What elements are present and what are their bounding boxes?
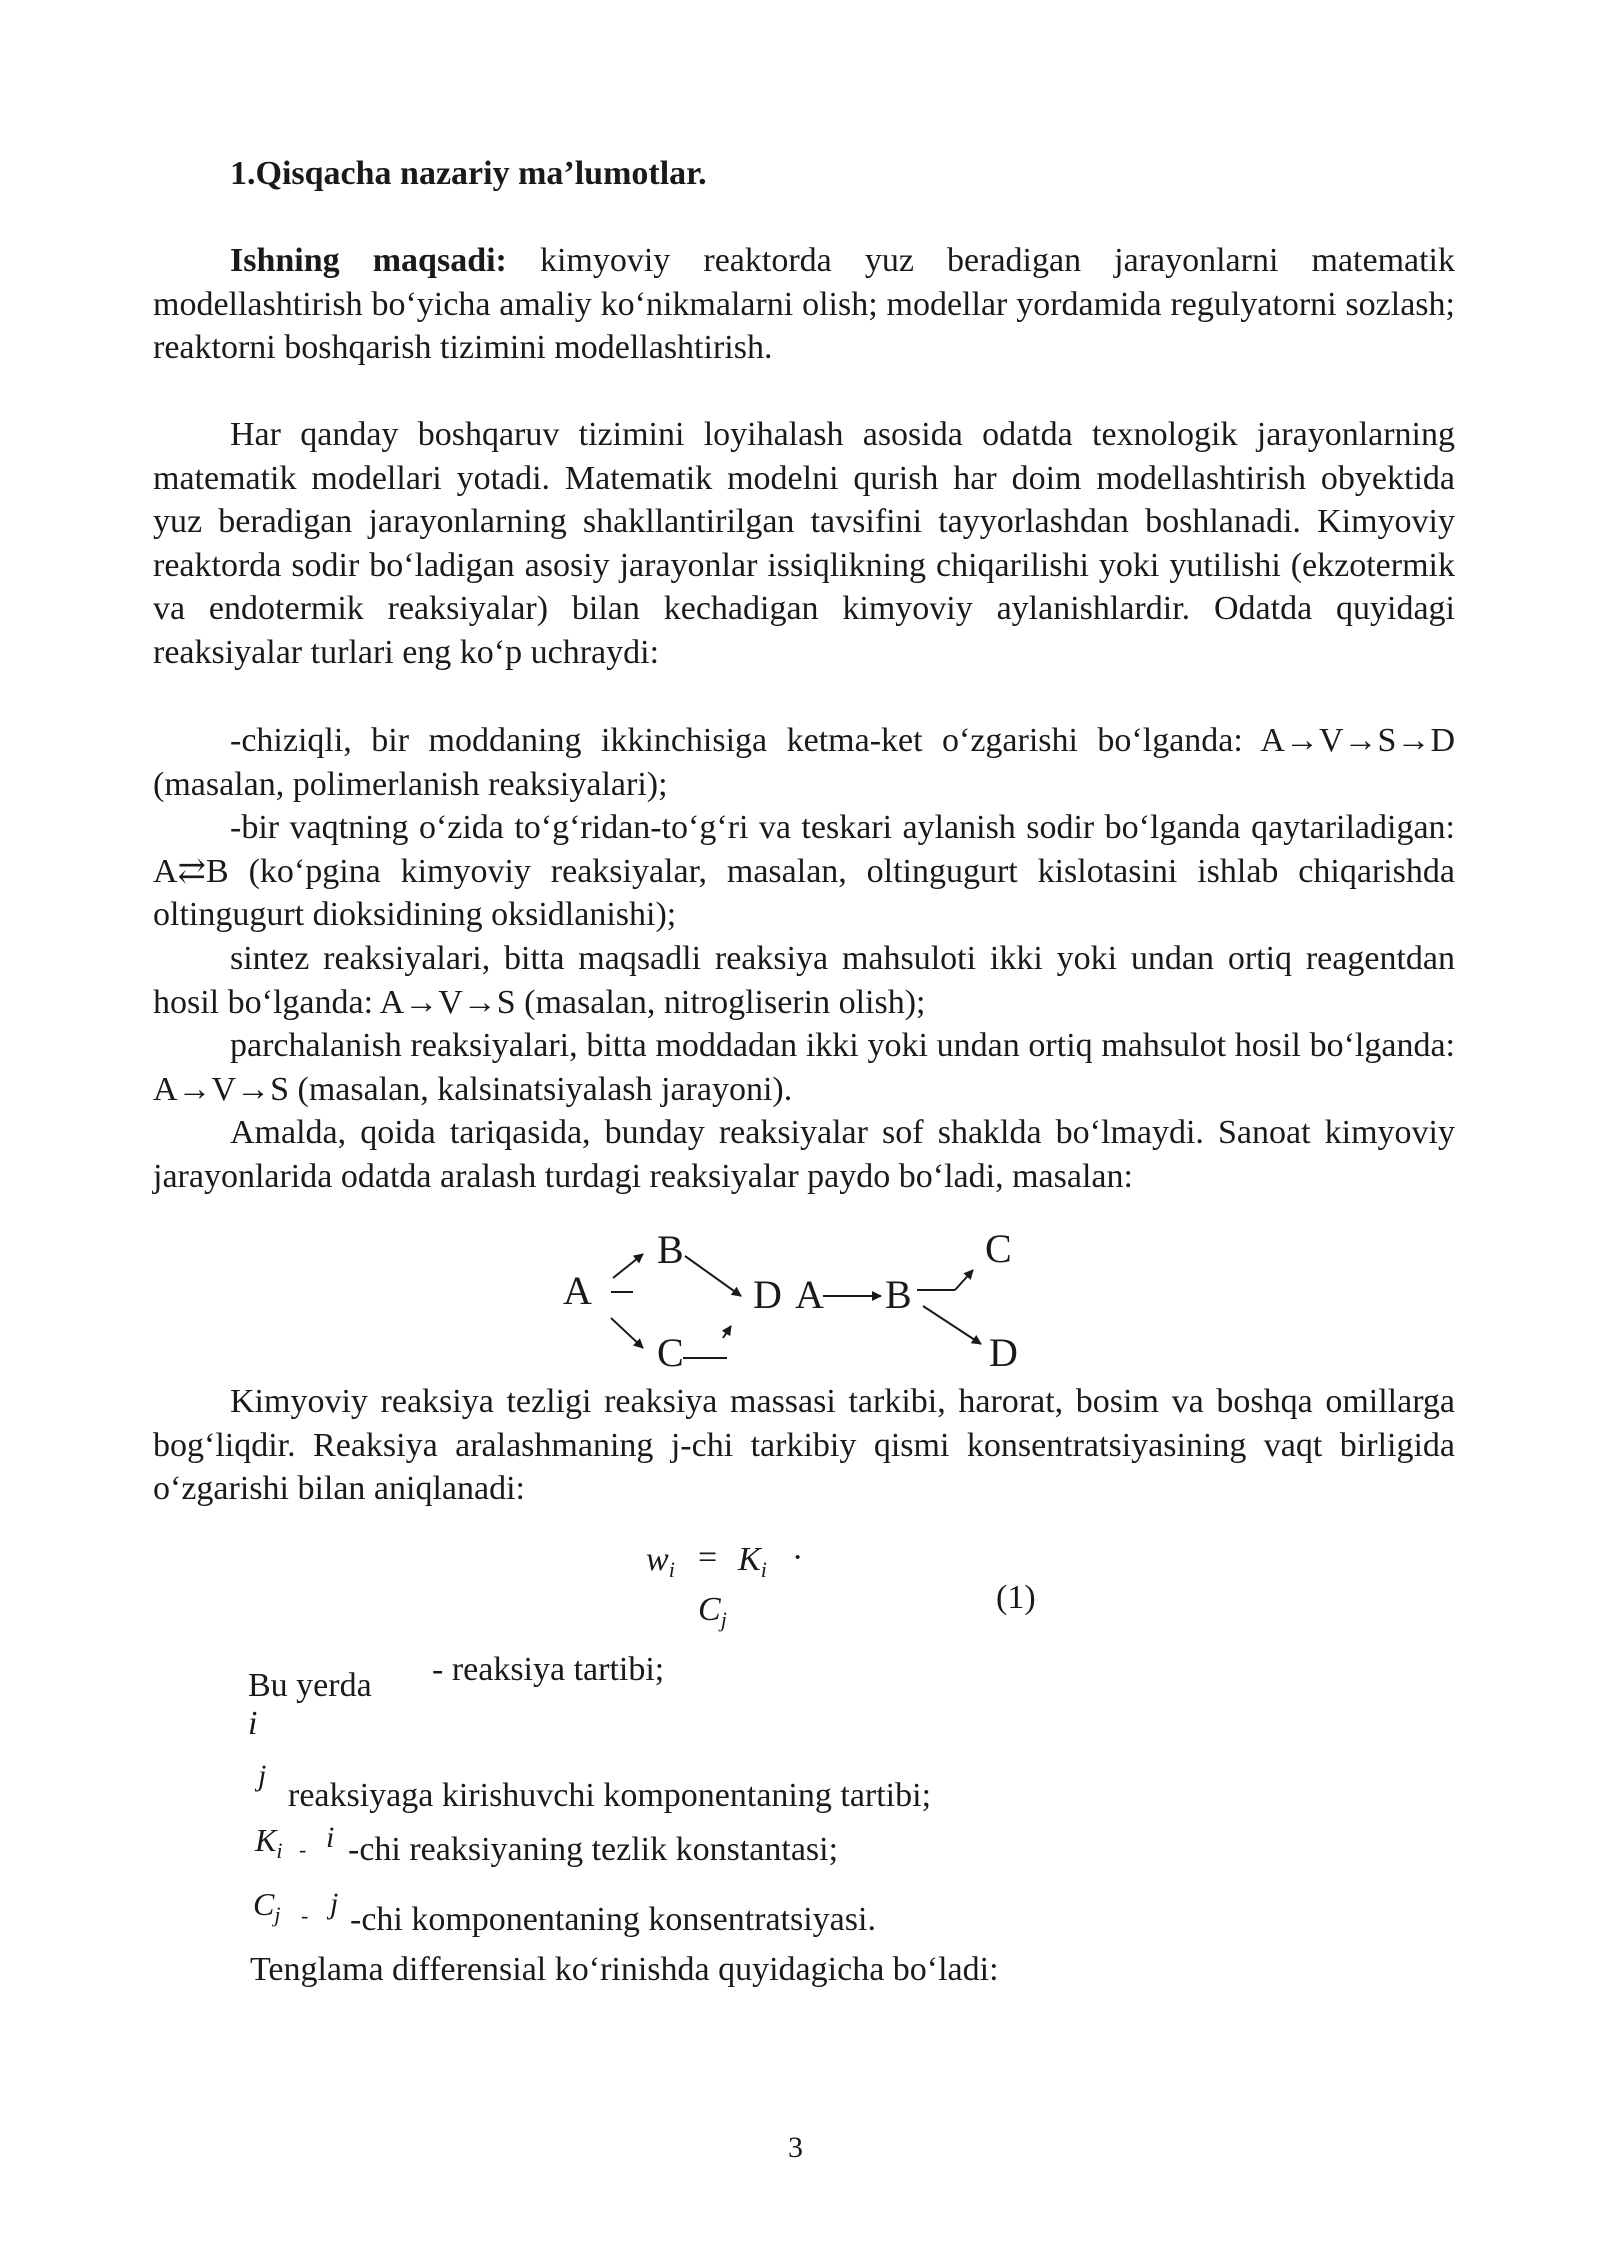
aim-paragraph [153, 239, 1455, 370]
equation-rate-k: $K_i$ [738, 1541, 767, 1582]
intro-paragraph: Har qanday boshqaruv tizimini loyihalash asosida odatda texnologik jarayonlarning matematik modellari yotadi. Matematik modelni qurish har doim modellashtirish obyektida yuz beradigan jarayonlarning shakllantirilgan tavsifini tayyorlashdan boshlanadi. Kimyoviy reaktorda sodir bo‘ladigan asosiy jarayonlar issiqlikning chiqarilishi yoki yutilishi (ekzotermik va endotermik reaksiyalar) bilan kechadigan kimyoviy aylanishlardir. Odatda quyidagi reaksiyalar turlari eng ko‘p uchraydi: [153, 416, 1455, 671]
equation-number: (1) [996, 1579, 1036, 1616]
scheme-left-c: C [657, 1330, 684, 1375]
arrow-b-to-c [955, 1270, 973, 1290]
definition-c-text: -chi komponentaning konsentratsiyasi. [350, 1901, 876, 1938]
scheme-right-b: B [885, 1272, 912, 1317]
equation-rate-w: $w_i$ [646, 1541, 675, 1582]
definition-j-text: reaksiyaga kirishuvchi komponentaning tartibi; [288, 1777, 932, 1814]
definition-c-dash: - [301, 1903, 309, 1928]
definition-c-symbol: $C_j$ [253, 1886, 281, 1927]
reaction-type-synthesis: sintez reaksiyalari, bitta maqsadli reaksiya mahsuloti ikki yoki undan ortiq reagentdan hosil bo‘lganda: A→V→S (masalan, nitrogliserin olish); [153, 940, 1455, 1021]
definition-j-symbol: j [258, 1759, 267, 1792]
scheme-left-b: B [657, 1227, 684, 1272]
aim-label: Ishning maqsadi: [230, 242, 507, 279]
definition-k-index: i [326, 1821, 335, 1854]
scheme-right-a: A [795, 1272, 824, 1317]
definition-k-symbol: $K_i$ [255, 1822, 283, 1863]
reaction-type-decomposition: parchalanish reaksiyalari, bitta moddadan ikki yoki undan ortiq mahsulot hosil bo‘lganda: A→V→S (masalan, kalsinatsiyalash jarayoni). [153, 1027, 1455, 1108]
reaction-type-reversible: -bir vaqtning o‘zida to‘g‘ridan-to‘g‘ri va teskari aylanish sodir bo‘lganda qaytariladigan: A⇄B (ko‘pgina kimyoviy reaksiyalar, masalan, oltingugurt kislotasini ishlab chiqarishda oltingugurt dioksidining oksidlanishi); [153, 809, 1455, 934]
definition-c-index: j [330, 1887, 339, 1920]
equation-dot: · [792, 1539, 804, 1576]
aim-text: kimyoviy reaktorda yuz beradigan jarayonlarni matematik modellashtirish bo‘yicha amaliy ko‘nikmalarni olish; modellar yordamida regulyatorni sozlash; reaktorni boshqarish tizimini modellashtirish. [153, 242, 1456, 367]
scheme-right-c: C [985, 1226, 1012, 1271]
definition-k-text: -chi reaksiyaning tezlik konstantasi; [348, 1831, 839, 1868]
definition-i-text: - reaksiya tartibi; [432, 1651, 665, 1688]
mixed-reactions-paragraph: Amalda, qoida tariqasida, bunday reaksiyalar sof shaklda bo‘lmaydi. Sanoat kimyoviy jarayonlarida odatda aralash turdagi reaksiyalar paydo bo‘ladi, masalan: [153, 1114, 1455, 1195]
section-heading: 1.Qisqacha nazariy ma’lumotlar. [230, 155, 707, 192]
reaction-type-linear: -chiziqli, bir moddaning ikkinchisiga ketma-ket o‘zgarishi bo‘lganda: A→V→S→D (masalan, polimerlanish reaksiyalari); [153, 722, 1455, 803]
scheme-left-a: A [563, 1268, 592, 1313]
equation-concentration: $C_j$ [698, 1591, 727, 1632]
definition-i-symbol: i [248, 1705, 258, 1742]
definition-intro: Bu yerda [248, 1667, 372, 1704]
arrow-a-to-c [611, 1318, 643, 1348]
closing-line: Tenglama differensial ko‘rinishda quyidagicha bo‘ladi: [250, 1951, 999, 1988]
arrow-b-to-d-right [923, 1306, 981, 1344]
rate-paragraph: Kimyoviy reaksiya tezligi reaksiya massasi tarkibi, harorat, bosim va boshqa omillarga bog‘liqdir. Reaksiya aralashmaning j-chi tarkibiy qismi konsentratsiyasining vaqt birligida o‘zgarishi bilan aniqlanadi: [153, 1383, 1455, 1508]
arrow-a-to-b [613, 1254, 643, 1278]
reaction-scheme [555, 1226, 1055, 1386]
scheme-left-d: D [753, 1272, 782, 1317]
equation-equals: = [698, 1539, 718, 1576]
arrow-c-to-d-head [723, 1326, 731, 1338]
scheme-right-d: D [989, 1330, 1018, 1375]
page-number: 3 [788, 2131, 803, 2164]
arrow-b-to-d [685, 1256, 741, 1296]
definition-k-dash: - [299, 1837, 307, 1862]
